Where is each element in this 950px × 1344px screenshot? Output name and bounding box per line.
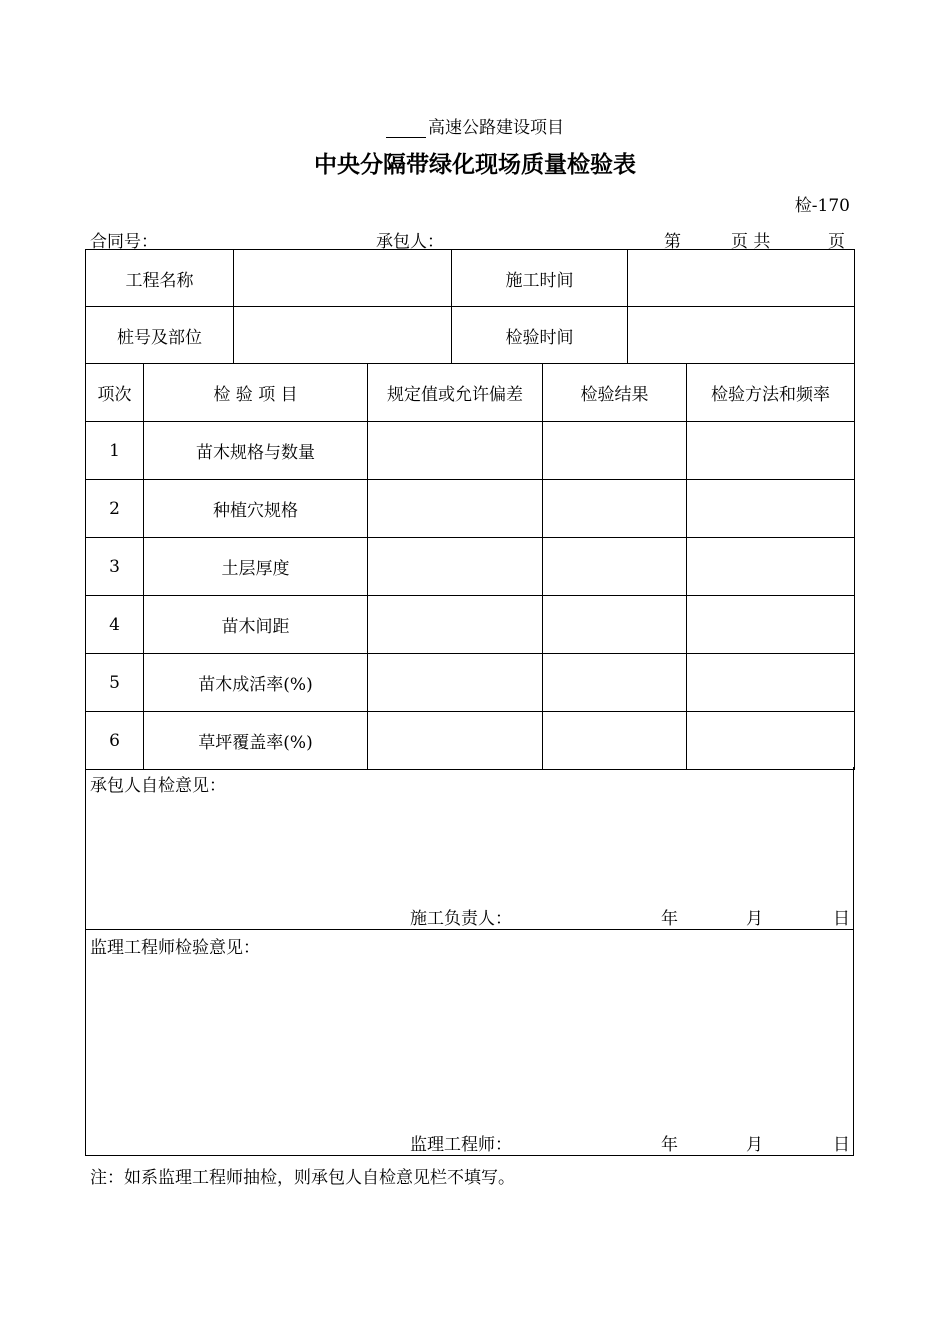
self-check-year: 年	[661, 909, 678, 929]
method-field[interactable]	[687, 596, 855, 654]
supervisor-year: 年	[661, 1135, 678, 1155]
page-ye-gong-label: 页 共	[731, 232, 771, 252]
self-check-day: 日	[833, 909, 850, 929]
self-check-month: 月	[746, 909, 763, 929]
supervisor-signer: 监理工程师：	[410, 1135, 512, 1155]
info-row-1	[86, 250, 855, 307]
spec-field[interactable]	[368, 654, 543, 712]
result-field[interactable]	[543, 712, 687, 770]
page-di-label: 第	[664, 232, 681, 252]
row-item: 苗木规格与数量	[144, 422, 368, 480]
table-row	[86, 538, 855, 596]
project-name-label: 工程名称	[86, 250, 234, 307]
table-row	[86, 596, 855, 654]
header-spec: 规定值或允许偏差	[368, 364, 543, 422]
row-item: 苗木间距	[144, 596, 368, 654]
method-field[interactable]	[687, 712, 855, 770]
column-header-row	[86, 364, 855, 422]
form-title: 中央分隔带绿化现场质量检验表	[314, 152, 636, 178]
method-field[interactable]	[687, 422, 855, 480]
spec-field[interactable]	[368, 422, 543, 480]
page-ye-label: 页	[828, 232, 845, 252]
method-field[interactable]	[687, 654, 855, 712]
header-result: 检验结果	[543, 364, 687, 422]
form-number: 检-170	[794, 196, 850, 216]
method-field[interactable]	[687, 480, 855, 538]
row-item: 土层厚度	[144, 538, 368, 596]
supervisor-label: 监理工程师检验意见：	[90, 938, 260, 958]
info-row-2	[86, 307, 855, 364]
supervisor-month: 月	[746, 1135, 763, 1155]
method-field[interactable]	[687, 538, 855, 596]
station-field[interactable]	[234, 307, 452, 364]
header-method: 检验方法和频率	[687, 364, 855, 422]
self-check-signer: 施工负责人：	[410, 909, 512, 929]
spec-field[interactable]	[368, 538, 543, 596]
contractor-label: 承包人：	[376, 232, 444, 252]
self-check-section[interactable]	[85, 767, 854, 930]
footnote: 注：如系监理工程师抽检，则承包人自检意见栏不填写。	[90, 1168, 515, 1188]
row-no: 1	[86, 422, 144, 480]
row-no: 5	[86, 654, 144, 712]
self-check-label: 承包人自检意见：	[90, 776, 226, 796]
header-no: 项次	[86, 364, 144, 422]
spec-field[interactable]	[368, 596, 543, 654]
row-item: 种植穴规格	[144, 480, 368, 538]
supervisor-day: 日	[833, 1135, 850, 1155]
row-no: 6	[86, 712, 144, 770]
row-no: 3	[86, 538, 144, 596]
row-item: 草坪覆盖率(%)	[144, 712, 368, 770]
inspection-table	[85, 249, 855, 770]
station-label: 桩号及部位	[86, 307, 234, 364]
construction-time-label: 施工时间	[452, 250, 628, 307]
result-field[interactable]	[543, 480, 687, 538]
project-name-blank[interactable]	[386, 120, 426, 138]
row-no: 2	[86, 480, 144, 538]
spec-field[interactable]	[368, 712, 543, 770]
table-row	[86, 422, 855, 480]
spec-field[interactable]	[368, 480, 543, 538]
contract-no-label: 合同号：	[90, 232, 158, 252]
row-item: 苗木成活率(%)	[144, 654, 368, 712]
project-subtitle	[0, 113, 950, 138]
project-subtitle-text: 高速公路建设项目	[428, 118, 564, 138]
result-field[interactable]	[543, 596, 687, 654]
result-field[interactable]	[543, 538, 687, 596]
table-row	[86, 712, 855, 770]
result-field[interactable]	[543, 422, 687, 480]
result-field[interactable]	[543, 654, 687, 712]
supervisor-section[interactable]	[85, 929, 854, 1156]
construction-time-field[interactable]	[628, 250, 855, 307]
project-name-field[interactable]	[234, 250, 452, 307]
inspection-time-label: 检验时间	[452, 307, 628, 364]
header-item: 检 验 项 目	[144, 364, 368, 422]
row-no: 4	[86, 596, 144, 654]
table-row	[86, 654, 855, 712]
table-row	[86, 480, 855, 538]
inspection-time-field[interactable]	[628, 307, 855, 364]
